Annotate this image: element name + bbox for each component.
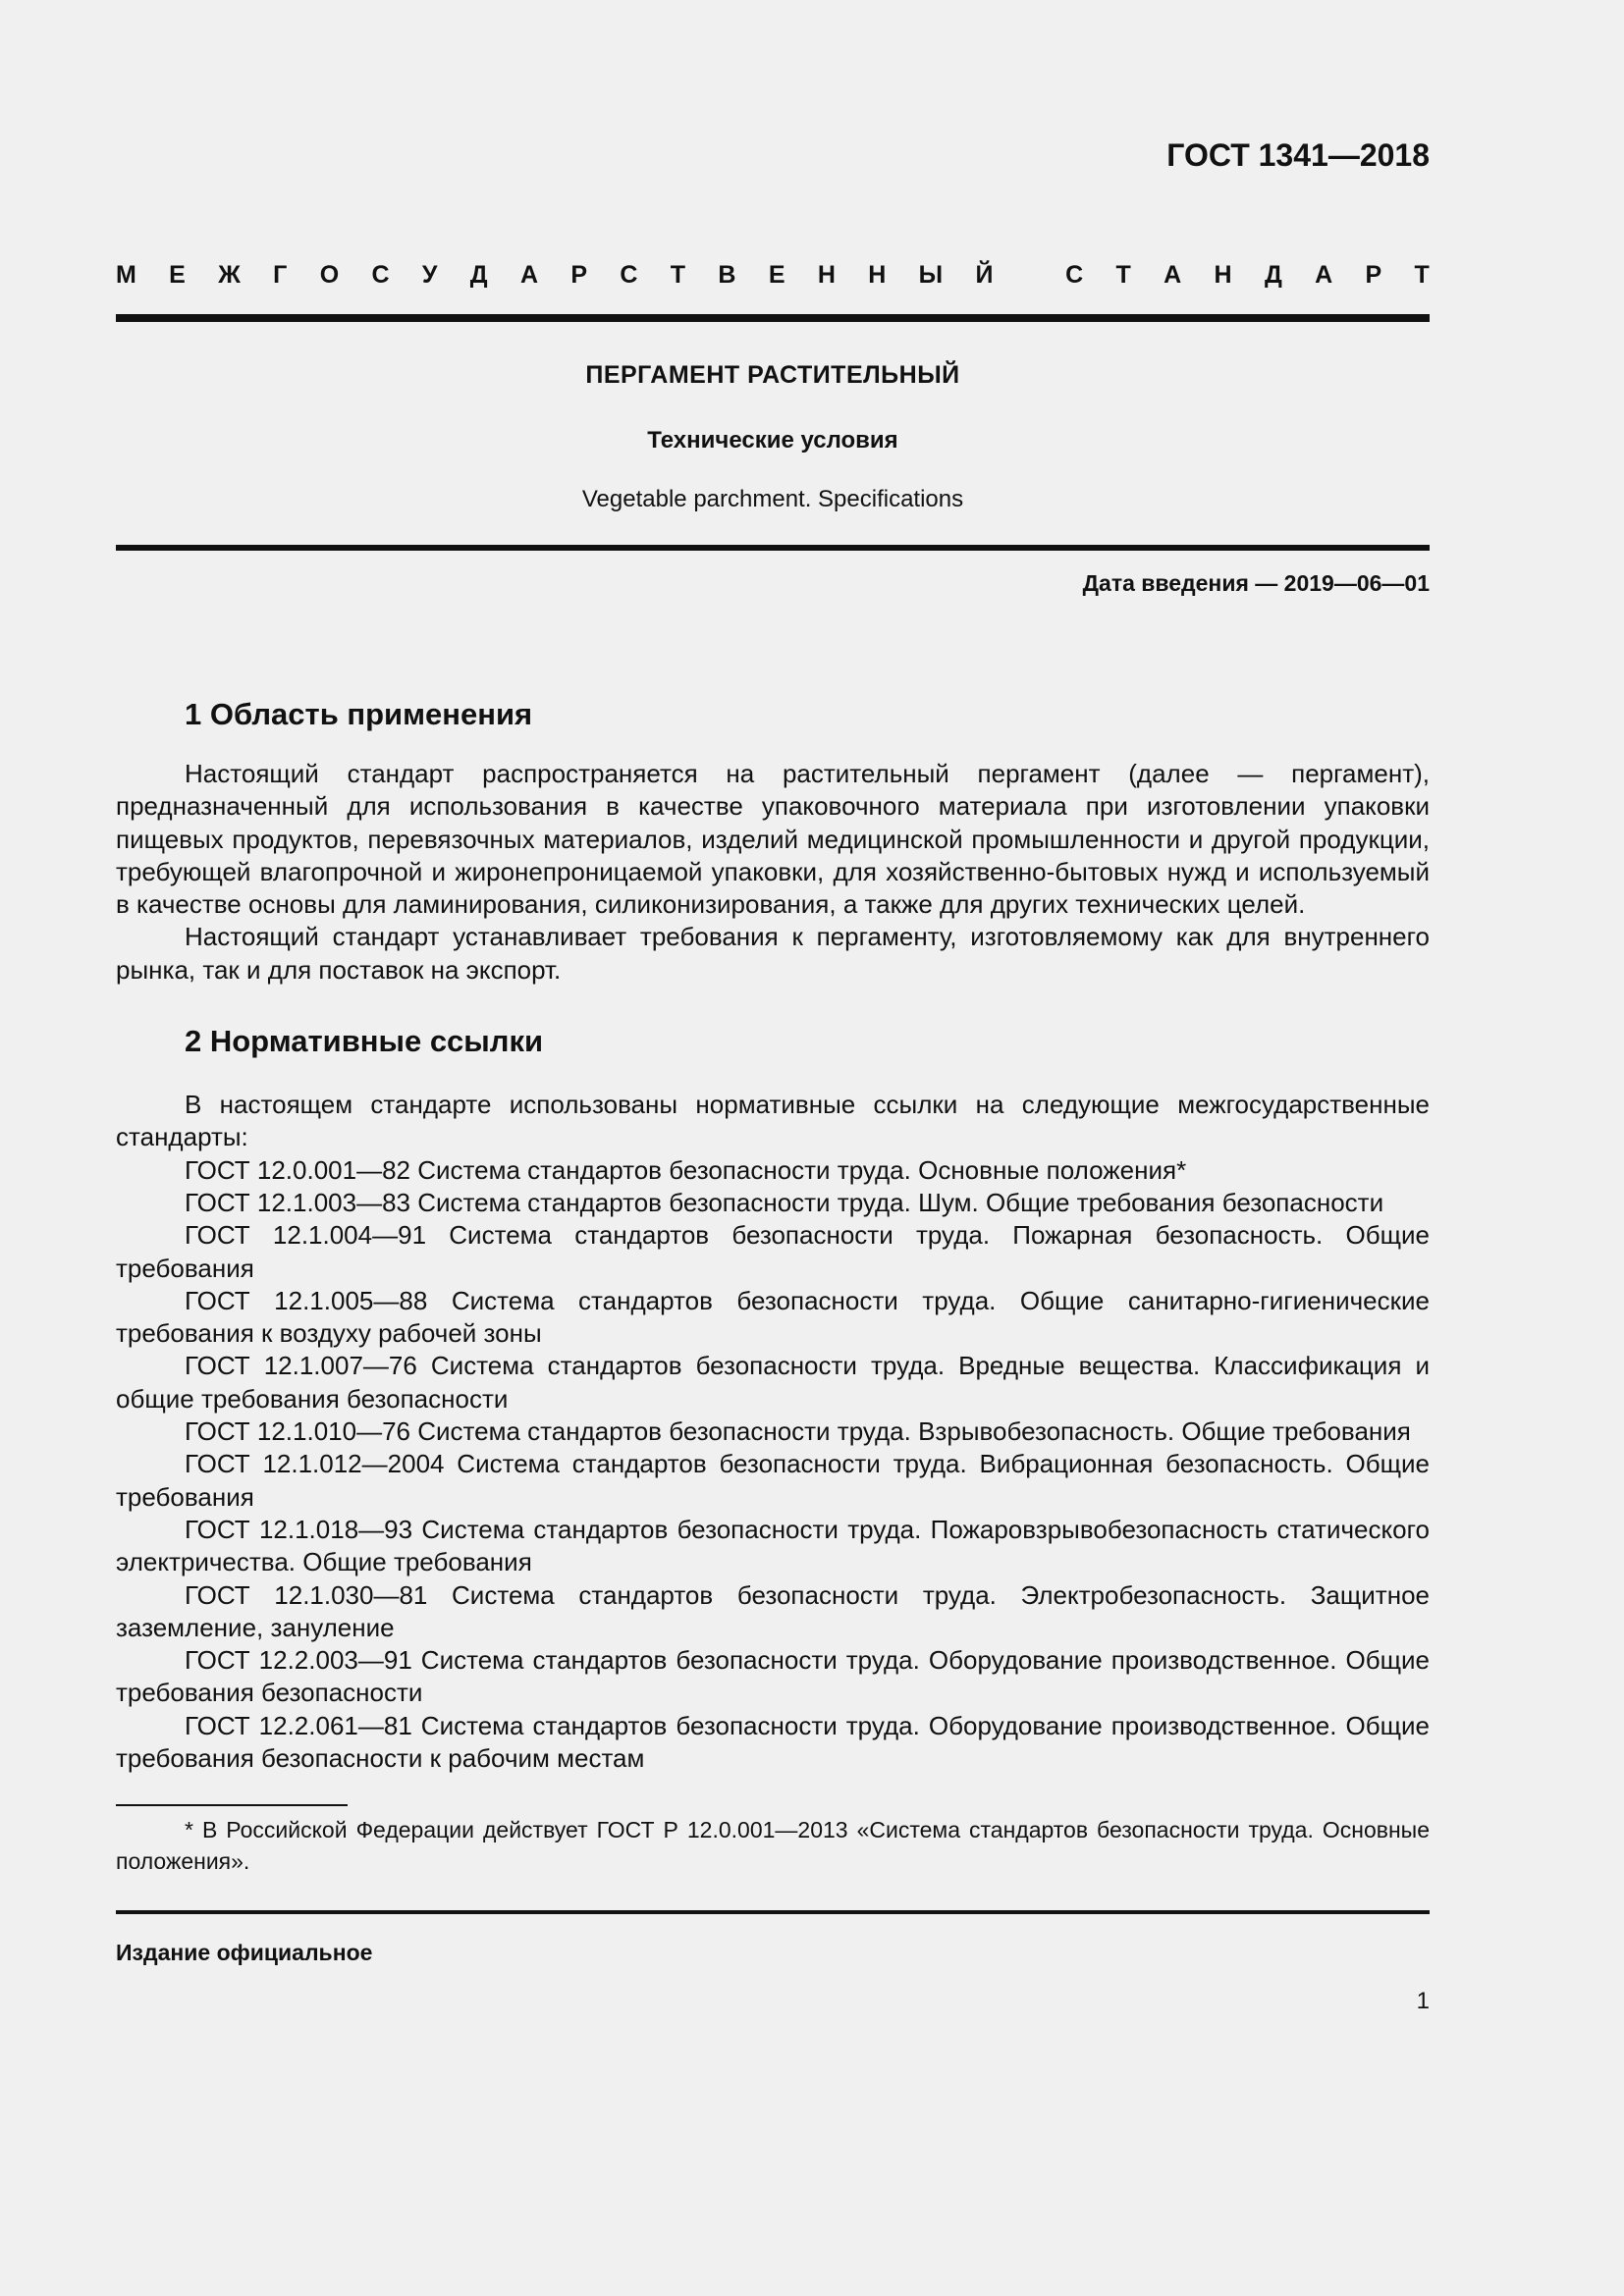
document-title: ПЕРГАМЕНТ РАСТИТЕЛЬНЫЙ <box>585 361 960 389</box>
heading-letter: Р <box>570 261 588 289</box>
heading-letter: Ж <box>218 261 241 289</box>
heading-letter: Т <box>670 261 686 289</box>
heading-letter: Н <box>1214 261 1232 289</box>
heading-letter: Р <box>1365 261 1382 289</box>
heading-letter: Д <box>1264 261 1282 289</box>
reference-item: ГОСТ 12.0.001—82 Система стандартов безопасности труда. Основные положения* <box>185 1154 1187 1185</box>
section-2-body <box>116 1089 1430 1775</box>
reference-item: ГОСТ 12.2.061—81 Система стандартов безопасности труда. Оборудование производственное. Общие требования безопасности к рабочим местам <box>116 1710 1430 1774</box>
section-1-body <box>116 758 1430 987</box>
reference-item: ГОСТ 12.2.003—91 Система стандартов безопасности труда. Оборудование производственное. Общие требования безопасности <box>116 1645 1430 1708</box>
reference-item: ГОСТ 12.1.012—2004 Система стандартов безопасности труда. Вибрационная безопасность. Общие требования <box>116 1449 1430 1512</box>
english-title: Vegetable parchment. Specifications <box>581 486 964 512</box>
section-2-heading: 2 Нормативные ссылки <box>185 1024 544 1059</box>
document-page <box>116 137 1430 2015</box>
top-rule <box>116 314 1430 322</box>
paragraph: Настоящий стандарт устанавливает требования к пергаменту, изготовляемому как для внутреннего рынка, так и для поставок на экспорт. <box>116 922 1430 985</box>
heading-letter: А <box>1164 261 1182 289</box>
reference-item: ГОСТ 12.1.010—76 Система стандартов безопасности труда. Взрывобезопасность. Общие требования <box>185 1416 1411 1447</box>
heading-letter: Н <box>868 261 887 289</box>
heading-letter: О <box>319 261 340 289</box>
heading-letter: Ы <box>918 261 944 289</box>
heading-letter: В <box>718 261 736 289</box>
official-edition-label: Издание официальное <box>116 1940 373 1966</box>
heading-letter: Е <box>169 261 186 289</box>
heading-letter: У <box>421 261 438 289</box>
heading-letter: С <box>1065 261 1084 289</box>
document-subtitle: Технические условия <box>647 427 898 454</box>
reference-item: ГОСТ 12.1.003—83 Система стандартов безопасности труда. Шум. Общие требования безопасности <box>185 1187 1384 1217</box>
heading-letter: А <box>519 261 539 289</box>
section-1-heading: 1 Область применения <box>185 697 533 731</box>
introduction-date: Дата введения — 2019—06—01 <box>1082 570 1430 596</box>
heading-letter: С <box>620 261 638 289</box>
paragraph: В настоящем стандарте использованы нормативные ссылки на следующие межгосударственные стандарты: <box>116 1090 1430 1152</box>
reference-item: ГОСТ 12.1.005—88 Система стандартов безопасности труда. Общие санитарно-гигиенические требования к воздуху рабочей зоны <box>116 1285 1430 1349</box>
title-rule <box>116 545 1430 551</box>
paragraph: Настоящий стандарт распространяется на растительный пергамент (далее — пергамент), предназначенный для использования в качестве упаковочного материала при изготовлении упаковки пищевых продуктов, перевязочных материалов, изделий медицинской промышленности и другой продукции, требующей влагопрочной и жиронепроницаемой упаковки, для хозяйственно-бытовых нужд и используемый в качестве основы для ламинирования, силиконизирования, а также для других технических целей. <box>116 759 1430 920</box>
heading-letter: Д <box>469 261 488 289</box>
gost-number: ГОСТ 1341—2018 <box>1166 137 1430 173</box>
footnote: * В Российской Федерации действует ГОСТ Р 12.0.001—2013 «Система стандартов безопасности труда. Основные положения». <box>116 1817 1430 1875</box>
heading-letter: М <box>116 261 136 289</box>
word-gap <box>1026 257 1033 293</box>
reference-item: ГОСТ 12.1.018—93 Система стандартов безопасности труда. Пожаровзрывобезопасность статического электричества. Общие требования <box>116 1514 1430 1577</box>
reference-item: ГОСТ 12.1.030—81 Система стандартов безопасности труда. Электробезопасность. Защитное заземление, зануление <box>116 1579 1430 1642</box>
bottom-rule <box>116 1910 1430 1914</box>
heading-letter: Т <box>1115 261 1131 289</box>
heading-letter: Т <box>1414 261 1430 289</box>
heading-letter: Е <box>768 261 785 289</box>
reference-item: ГОСТ 12.1.007—76 Система стандартов безопасности труда. Вредные вещества. Классификация и общие требования безопасности <box>116 1351 1430 1414</box>
heading-letter: С <box>371 261 390 289</box>
reference-item: ГОСТ 12.1.004—91 Система стандартов безопасности труда. Пожарная безопасность. Общие требования <box>116 1220 1430 1283</box>
heading-letter: Й <box>975 261 994 289</box>
footnote-rule <box>116 1804 348 1806</box>
page-number: 1 <box>1416 1988 1430 2015</box>
heading-letter: А <box>1315 261 1333 289</box>
heading-letter: Г <box>273 261 288 289</box>
interstate-standard-heading <box>116 257 1430 293</box>
heading-letter: Н <box>817 261 836 289</box>
